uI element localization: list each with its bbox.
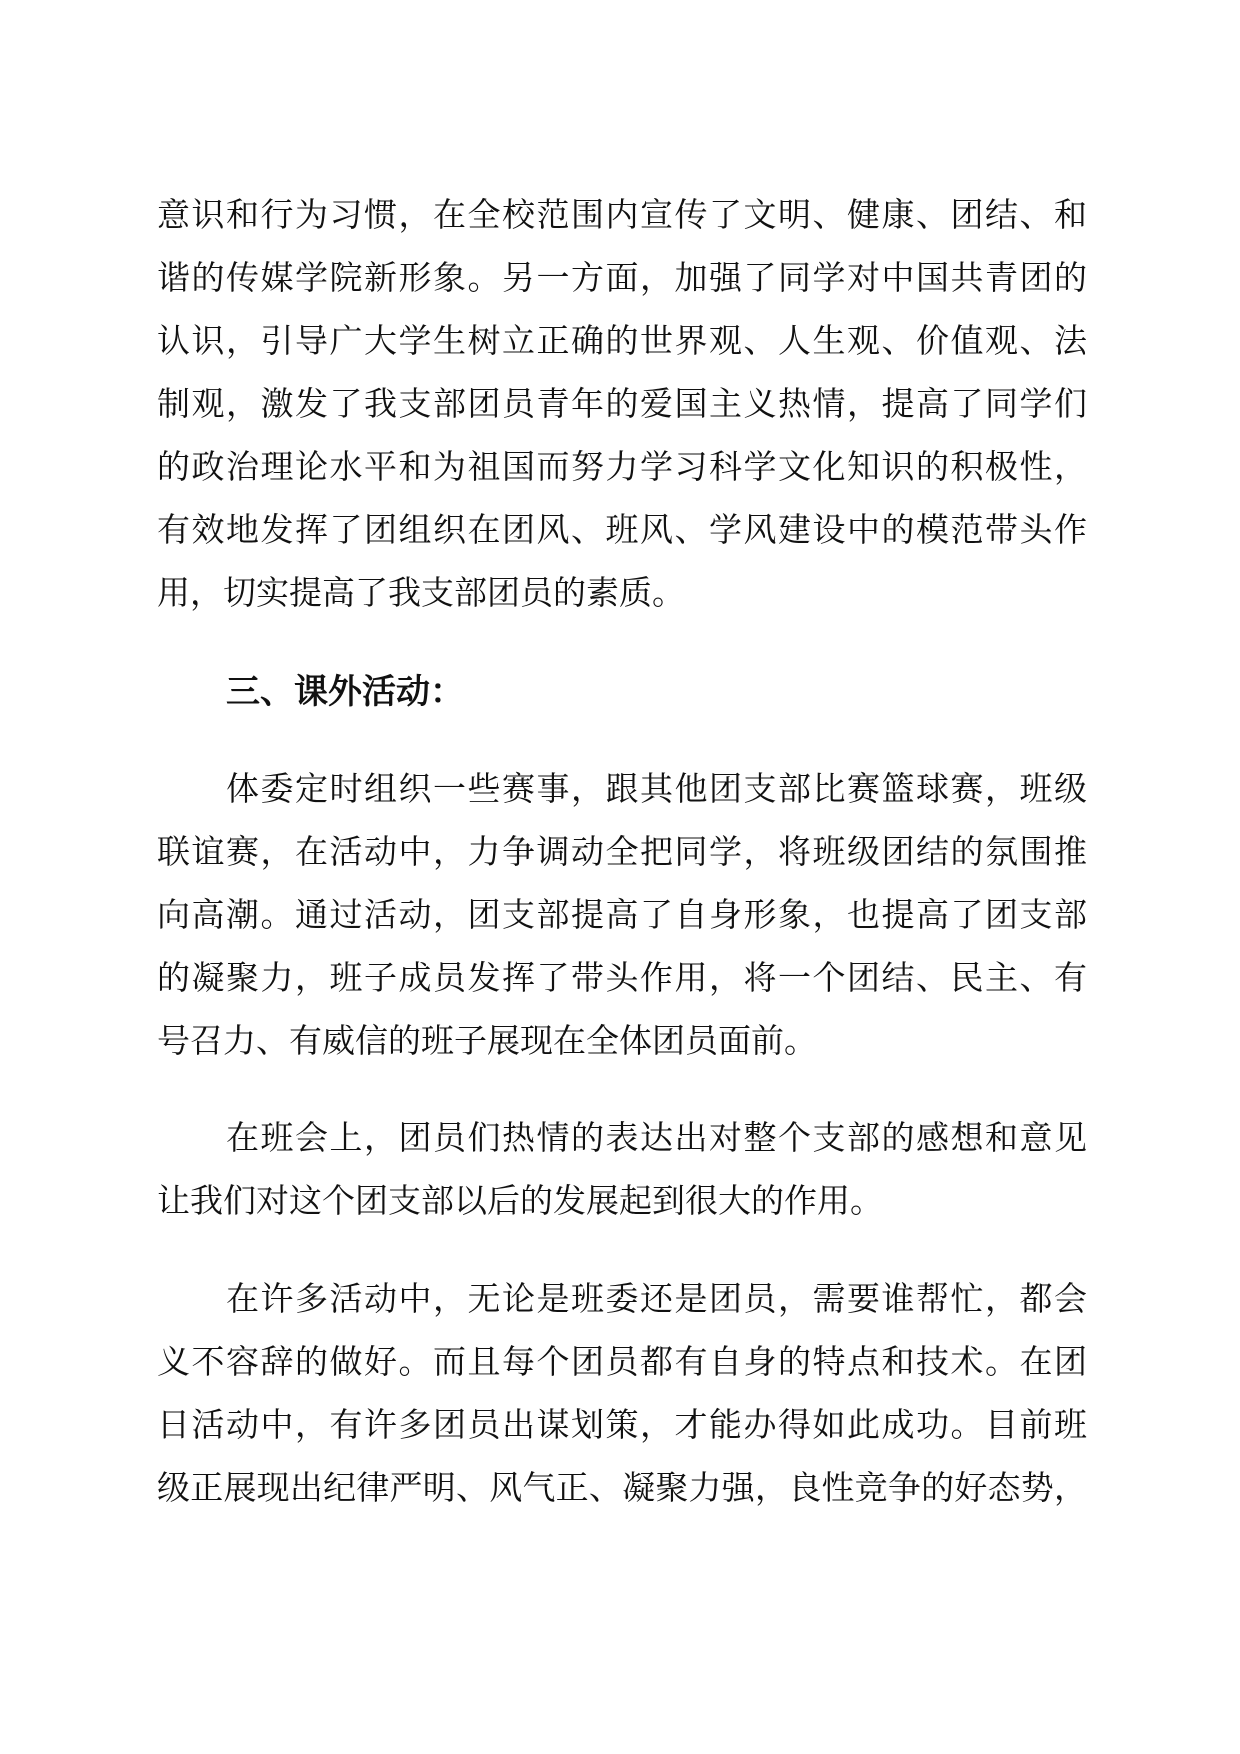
section-3-paragraph-1-line-2: 联谊赛，在活动中，力争调动全把同学，将班级团结的氛围推 [157,832,1087,871]
section-3-paragraph-3-line-3: 日活动中，有许多团员出谋划策，才能办得如此成功。目前班 [157,1405,1087,1444]
paragraph-1-line-2: 谐的传媒学院新形象。另一方面，加强了同学对中国共青团的 [157,258,1087,297]
section-3-paragraph-1-line-3: 向高潮。通过活动，团支部提高了自身形象，也提高了团支部 [157,895,1087,934]
section-3-paragraph-1-line-1: 体委定时组织一些赛事，跟其他团支部比赛篮球赛，班级 [226,769,1087,808]
section-3-paragraph-3-line-4: 级正展现出纪律严明、风气正、凝聚力强，良性竞争的好态势， [157,1468,1087,1507]
section-3-paragraph-1-line-4: 的凝聚力，班子成员发挥了带头作用，将一个团结、民主、有 [157,958,1087,997]
section-3-paragraph-2-line-1: 在班会上，团员们热情的表达出对整个支部的感想和意见 [226,1118,1087,1157]
paragraph-1-line-1: 意识和行为习惯，在全校范围内宣传了文明、健康、团结、和 [157,195,1087,234]
section-3-paragraph-3-line-2: 义不容辞的做好。而且每个团员都有自身的特点和技术。在团 [157,1342,1087,1381]
paragraph-1-line-7: 用，切实提高了我支部团员的素质。 [157,573,685,612]
section-3-heading: 三、课外活动： [226,672,464,712]
section-3-paragraph-2-line-2: 让我们对这个团支部以后的发展起到很大的作用。 [157,1181,883,1220]
paragraph-1-line-6: 有效地发挥了团组织在团风、班风、学风建设中的模范带头作 [157,510,1087,549]
section-3-paragraph-1-line-5: 号召力、有威信的班子展现在全体团员面前。 [157,1021,817,1060]
paragraph-1-line-3: 认识，引导广大学生树立正确的世界观、人生观、价值观、法 [157,321,1087,360]
section-3-paragraph-3-line-1: 在许多活动中，无论是班委还是团员，需要谁帮忙，都会 [226,1279,1087,1318]
paragraph-1-line-4: 制观，激发了我支部团员青年的爱国主义热情，提高了同学们 [157,384,1087,423]
paragraph-1-line-5: 的政治理论水平和为祖国而努力学习科学文化知识的积极性， [157,447,1087,486]
